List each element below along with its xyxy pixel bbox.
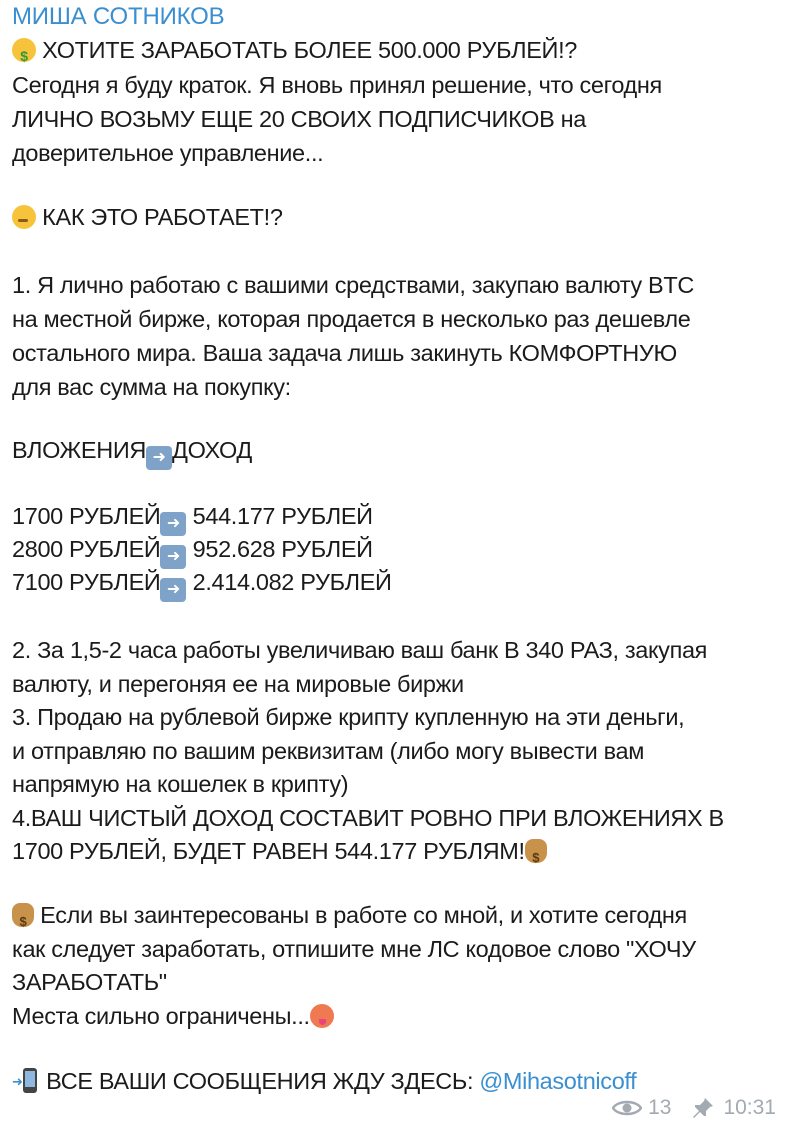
message-line: 2800 РУБЛЕЙ ➜ 952.628 РУБЛЕЙ (12, 534, 373, 569)
message-line: $ Если вы заинтересованы в работе со мной, и хотите сегодня (12, 900, 687, 930)
thinking-face-emoji-icon (12, 205, 36, 229)
money-bag-emoji-icon (525, 839, 547, 863)
mention-link[interactable]: @Mihasotnicoff (479, 1068, 637, 1094)
sender-name[interactable]: МИША СОТНИКОВ (12, 3, 225, 30)
message-line: ВЛОЖЕНИЯ ➜ ДОХОД (12, 435, 252, 470)
message-line: $ ХОТИТЕ ЗАРАБОТАТЬ БОЛЕЕ 500.000 РУБЛЕЙ!? (12, 35, 577, 65)
message-line: 1. Я лично работаю с вашими средствами, закупаю валюту BTC (12, 272, 694, 298)
right-arrow-emoji-icon: ➜ (146, 446, 172, 470)
message-meta (612, 1096, 776, 1120)
message-line: 1700 РУБЛЕЙ, БУДЕТ РАВЕН 544.177 РУБЛЯМ!$ (12, 836, 547, 866)
message-line: на местной бирже, которая продается в несколько раз дешевле (12, 306, 691, 332)
message-line: 3. Продаю на рублевой бирже крипту купленную на эти деньги, (12, 704, 685, 730)
view-count: 13 (648, 1096, 672, 1119)
right-arrow-emoji-icon: ➜ (160, 578, 186, 602)
message-line: КАК ЭТО РАБОТАЕТ!? (12, 202, 283, 232)
message-line: остального мира. Ваша задача лишь закинуть КОМФОРТНУЮ (12, 340, 677, 366)
message-line: Места сильно ограничены... (12, 1001, 334, 1031)
eye-icon (612, 1099, 642, 1117)
message-line: и отправляю по вашим реквизитам (либо могу вывести вам (12, 738, 645, 764)
right-arrow-emoji-icon: ➜ (160, 545, 186, 569)
message-line: ➜ ВСЕ ВАШИ СООБЩЕНИЯ ЖДУ ЗДЕСЬ: @Mihasotnicoff (12, 1068, 637, 1094)
right-arrow-emoji-icon: ➜ (160, 512, 186, 536)
message-line: валюту, и перегоняя ее на мировые биржи (12, 671, 464, 697)
message-line: доверительное управление... (12, 140, 324, 166)
hot-face-emoji-icon (310, 1004, 334, 1028)
message-line: 7100 РУБЛЕЙ ➜ 2.414.082 РУБЛЕЙ (12, 567, 392, 602)
message-line: 2. За 1,5-2 часа работы увеличиваю ваш банк В 340 РАЗ, закупая (12, 637, 708, 663)
money-bag-emoji-icon (12, 903, 34, 927)
message-time: 10:31 (723, 1096, 776, 1119)
message-line: 1700 РУБЛЕЙ ➜ 544.177 РУБЛЕЙ (12, 501, 373, 536)
mobile-phone-arrow-emoji-icon: ➜ (12, 1068, 40, 1094)
message-line: ЗАРАБОТАТЬ" (12, 969, 167, 995)
message-line: для вас сумма на покупку: (12, 374, 291, 400)
message-line: напрямую на кошелек в крипту) (12, 771, 349, 797)
pin-icon (691, 1096, 715, 1120)
money-mouth-emoji-icon (12, 38, 36, 62)
message-line: Сегодня я буду краток. Я вновь принял решение, что сегодня (12, 72, 662, 98)
message-line: как следует заработать, отпишите мне ЛС кодовое слово "ХОЧУ (12, 936, 696, 962)
message-line: 4.ВАШ ЧИСТЫЙ ДОХОД СОСТАВИТ РОВНО ПРИ ВЛОЖЕНИЯХ В (12, 805, 724, 831)
message-line: ЛИЧНО ВОЗЬМУ ЕЩЕ 20 СВОИХ ПОДПИСЧИКОВ на (12, 106, 586, 132)
